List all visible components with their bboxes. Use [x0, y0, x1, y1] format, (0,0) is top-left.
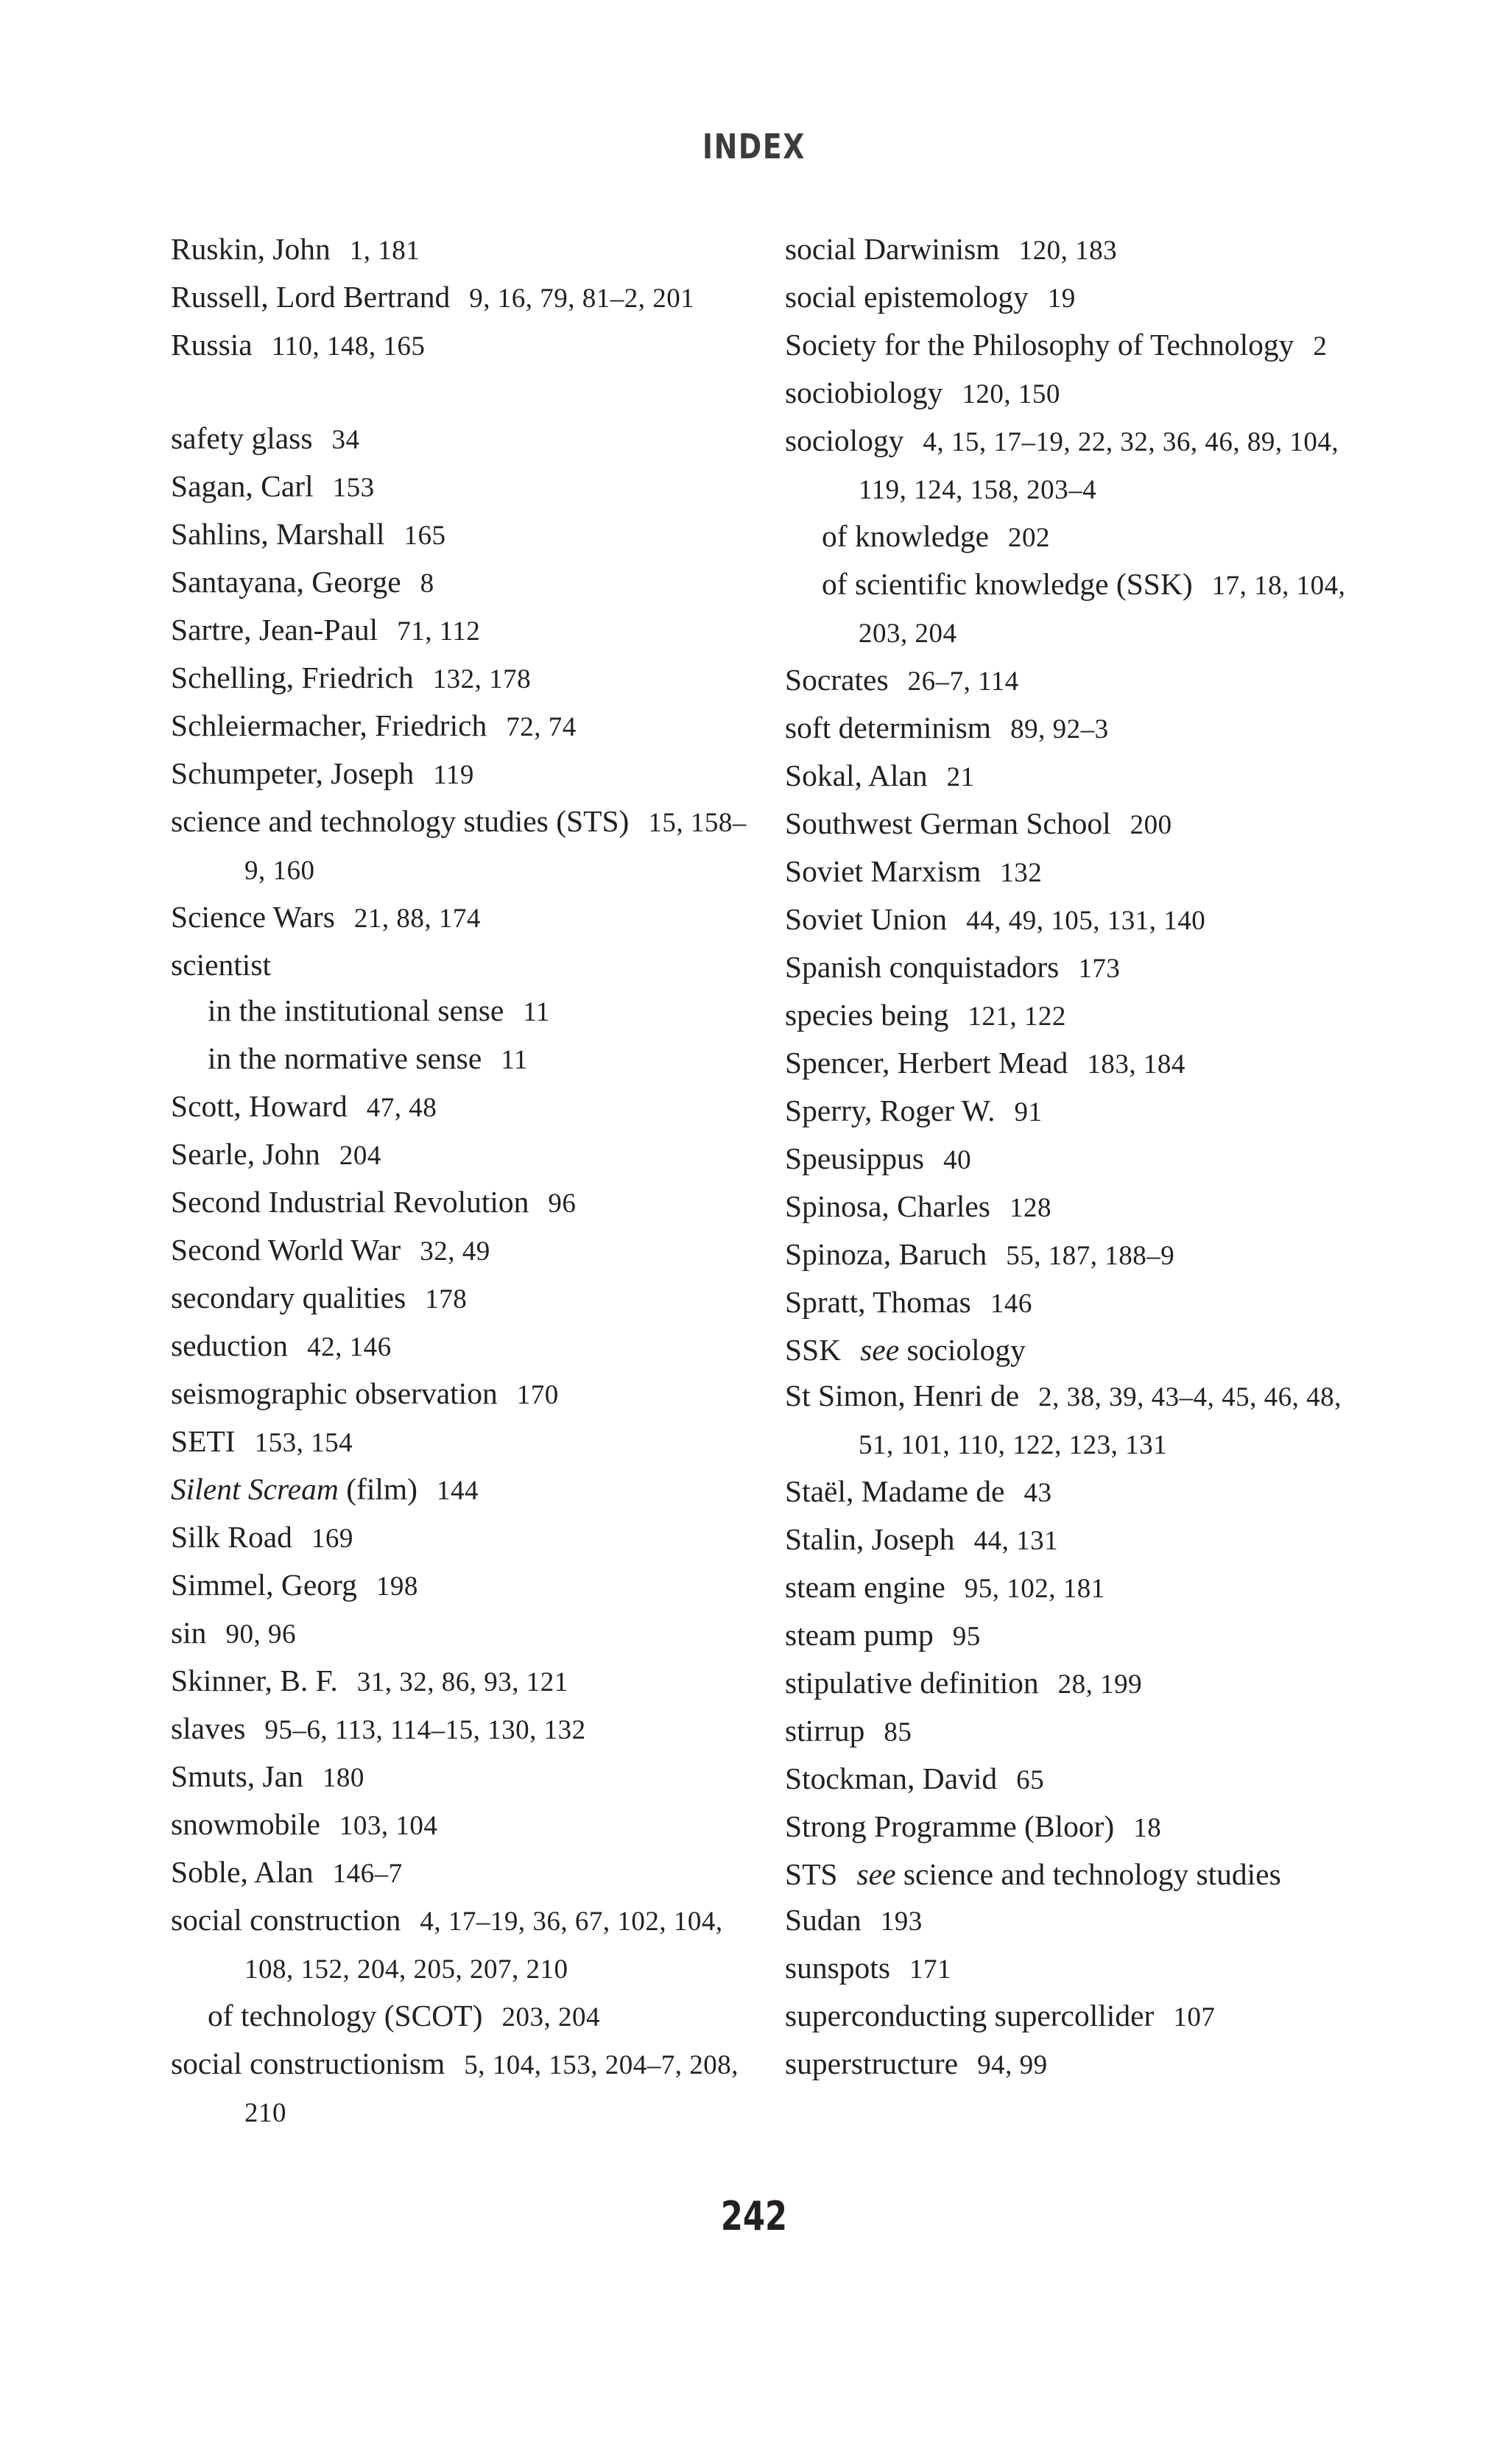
index-term: Stalin, Joseph	[785, 1522, 955, 1556]
index-term: secondary qualities	[171, 1281, 406, 1314]
index-page-refs: 65	[1016, 1765, 1045, 1795]
index-entry	[171, 1418, 753, 1466]
index-term: sunspots	[785, 1951, 890, 1985]
index-term: Soviet Marxism	[785, 854, 982, 888]
index-term: Searle, John	[171, 1137, 320, 1171]
index-page-refs: 202	[1008, 523, 1051, 553]
index-entry	[171, 1658, 753, 1706]
index-entry	[171, 1706, 753, 1753]
index-entry	[171, 894, 753, 942]
index-entry	[785, 1993, 1367, 2041]
index-term: Spinosa, Charles	[785, 1189, 990, 1223]
index-term: Second World War	[171, 1233, 401, 1267]
index-page-refs: 193	[880, 1907, 923, 1937]
index-term: steam engine	[785, 1570, 945, 1604]
index-term: Sartre, Jean-Paul	[171, 613, 378, 647]
index-page-refs: 44, 131	[973, 1526, 1059, 1556]
index-page-refs: 15, 158–9, 160	[244, 808, 747, 886]
page-number: 242	[720, 2193, 788, 2239]
index-term: safety glass	[171, 421, 313, 455]
index-page-refs: 170	[516, 1380, 559, 1410]
index-page-refs: 71, 112	[397, 616, 481, 647]
index-entry	[785, 1897, 1367, 1945]
index-term: St Simon, Henri de	[785, 1379, 1020, 1412]
index-page-refs: 200	[1130, 810, 1172, 840]
see-reference-target: sociology	[906, 1333, 1026, 1367]
index-term: Strong Programme (Bloor)	[785, 1809, 1115, 1843]
index-page-refs: 89, 92–3	[1010, 714, 1109, 745]
index-entry	[785, 657, 1367, 705]
index-term: stirrup	[785, 1714, 865, 1747]
index-page-refs: 8	[420, 569, 434, 599]
index-term: Russia	[171, 328, 253, 362]
index-subentry	[785, 561, 1367, 657]
index-term: superstructure	[785, 2046, 959, 2080]
index-page-refs: 128	[1009, 1193, 1051, 1223]
index-page-refs: 173	[1078, 954, 1121, 984]
index-page-refs: 2	[1313, 331, 1328, 362]
index-term-suffix: (film)	[338, 1472, 417, 1506]
index-page-refs: 1, 181	[349, 236, 420, 266]
index-subentry	[171, 1993, 753, 2041]
index-entry	[785, 848, 1367, 896]
index-page-refs: 19	[1047, 284, 1076, 314]
index-term: soft determinism	[785, 711, 992, 745]
index-term: snowmobile	[171, 1807, 320, 1841]
index-page-refs: 42, 146	[307, 1332, 392, 1362]
index-term: social construction	[171, 1903, 401, 1937]
index-term: social constructionism	[171, 2046, 445, 2080]
index-page-refs: 120, 183	[1018, 236, 1118, 266]
index-page-refs: 4, 17–19, 36, 67, 102, 104, 108, 152, 204, 205, 207, 210	[244, 1907, 723, 1985]
index-page-refs: 95, 102, 181	[964, 1574, 1105, 1604]
see-reference-target: science and technology studies	[903, 1857, 1281, 1891]
index-entry	[785, 1660, 1367, 1708]
index-entry	[171, 1227, 753, 1275]
index-entry	[785, 1564, 1367, 1612]
index-term: Spanish conquistadors	[785, 950, 1060, 984]
index-page-refs: 153, 154	[254, 1428, 353, 1458]
index-entry	[785, 1468, 1367, 1516]
index-page-refs: 2, 38, 39, 43–4, 45, 46, 48, 51, 101, 110, 122, 123, 131	[859, 1382, 1342, 1460]
index-entry	[785, 370, 1367, 418]
index-term: stipulative definition	[785, 1666, 1039, 1700]
index-page-refs: 17, 18, 104, 203, 204	[859, 571, 1346, 649]
index-term: in the institutional sense	[208, 993, 504, 1027]
index-entry	[171, 1466, 753, 1514]
index-term: Socrates	[785, 663, 889, 697]
index-page-refs: 119	[433, 760, 474, 790]
index-page-refs: 5, 104, 153, 204–7, 208, 210	[244, 2050, 739, 2128]
index-entry	[785, 896, 1367, 944]
index-entry	[171, 226, 753, 274]
index-term: Smuts, Jan	[171, 1759, 303, 1793]
index-term: SETI	[171, 1424, 236, 1458]
index-term: Staël, Madame de	[785, 1474, 1005, 1508]
index-subentry	[171, 988, 753, 1035]
index-column-right	[785, 226, 1367, 2088]
index-term: STS	[785, 1857, 838, 1891]
index-subentry	[785, 513, 1367, 561]
index-page-refs: 178	[425, 1284, 468, 1314]
index-entry	[171, 1323, 753, 1370]
index-page-refs: 96	[548, 1189, 577, 1219]
index-page-refs: 120, 150	[962, 379, 1060, 409]
index-entry	[785, 1803, 1367, 1851]
index-page-refs: 11	[501, 1045, 528, 1075]
index-page-refs: 103, 104	[339, 1811, 438, 1841]
index-entry	[785, 1612, 1367, 1660]
index-term: Ruskin, John	[171, 232, 331, 266]
index-page-refs: 171	[909, 1954, 951, 1985]
index-page-refs: 18	[1133, 1813, 1162, 1843]
index-term: Spencer, Herbert Mead	[785, 1046, 1068, 1080]
index-entry	[171, 798, 753, 894]
index-term: Sperry, Roger W.	[785, 1094, 996, 1127]
index-entry	[171, 703, 753, 750]
index-page-refs: 110, 148, 165	[271, 331, 426, 362]
index-page-refs: 91	[1014, 1097, 1043, 1127]
index-page-refs: 198	[376, 1571, 418, 1602]
index-entry	[785, 1231, 1367, 1279]
index-page-refs: 121, 122	[968, 1002, 1066, 1032]
index-term: Sudan	[785, 1903, 862, 1937]
index-entry	[785, 1088, 1367, 1136]
index-term: SSK	[785, 1333, 842, 1367]
index-entry	[171, 942, 753, 988]
index-entry	[171, 1275, 753, 1323]
index-entry	[785, 1183, 1367, 1231]
see-reference-label: see	[856, 1857, 896, 1891]
index-page-refs: 47, 48	[366, 1093, 437, 1123]
running-head: INDEX	[702, 127, 806, 166]
index-term: seismographic observation	[171, 1376, 498, 1410]
index-entry	[785, 274, 1367, 322]
index-entry	[171, 322, 753, 370]
index-entry	[785, 2041, 1367, 2088]
index-term: Simmel, Georg	[171, 1568, 357, 1602]
index-entry	[171, 607, 753, 655]
index-entry	[171, 415, 753, 463]
index-term: social Darwinism	[785, 232, 1000, 266]
index-term: Spratt, Thomas	[785, 1285, 971, 1319]
index-term: Soviet Union	[785, 902, 948, 936]
index-page-refs: 85	[884, 1717, 912, 1747]
index-entry	[171, 1897, 753, 1993]
index-term: sociology	[785, 423, 904, 457]
index-page-refs: 203, 204	[501, 2002, 600, 2032]
index-term: Sahlins, Marshall	[171, 517, 385, 551]
index-term: Russell, Lord Bertrand	[171, 280, 451, 314]
index-term: Soble, Alan	[171, 1855, 314, 1889]
index-entry	[785, 1708, 1367, 1756]
index-page-refs: 90, 96	[225, 1619, 296, 1650]
index-entry	[171, 1801, 753, 1849]
index-term: in the normative sense	[208, 1041, 482, 1075]
index-page-refs: 95	[952, 1622, 981, 1652]
index-term: Silk Road	[171, 1520, 292, 1554]
index-page-refs: 153	[332, 473, 375, 503]
index-term: steam pump	[785, 1618, 934, 1652]
index-page-refs: 183, 184	[1087, 1049, 1185, 1080]
index-term: sin	[171, 1616, 207, 1650]
index-entry	[171, 655, 753, 703]
index-page-refs: 165	[404, 521, 446, 551]
index-entry	[171, 2041, 753, 2136]
index-page-refs: 31, 32, 86, 93, 121	[356, 1667, 568, 1697]
index-term: science and technology studies (STS)	[171, 804, 630, 838]
index-term: slaves	[171, 1711, 246, 1745]
index-term: of scientific knowledge (SSK)	[822, 567, 1193, 601]
index-term: seduction	[171, 1328, 289, 1362]
index-term: Schelling, Friedrich	[171, 661, 414, 694]
index-page-refs: 180	[322, 1763, 364, 1793]
index-entry	[171, 1562, 753, 1610]
index-entry	[785, 800, 1367, 848]
index-entry	[785, 705, 1367, 753]
index-page-refs: 40	[943, 1145, 972, 1175]
index-term: Stockman, David	[785, 1761, 998, 1795]
index-term: Second Industrial Revolution	[171, 1185, 529, 1219]
index-page-refs: 107	[1173, 2002, 1216, 2032]
index-page-refs: 44, 49, 105, 131, 140	[966, 906, 1206, 936]
index-page-refs: 43	[1023, 1478, 1052, 1508]
index-subentry	[171, 1035, 753, 1083]
index-page-refs: 94, 99	[977, 2050, 1048, 2080]
index-page-refs: 32, 49	[420, 1236, 490, 1267]
index-entry	[785, 1851, 1367, 1897]
index-entry	[785, 1327, 1367, 1373]
index-term: Skinner, B. F.	[171, 1664, 338, 1697]
index-term: Southwest German School	[785, 806, 1111, 840]
index-entry	[785, 753, 1367, 800]
index-page-refs: 21	[946, 762, 975, 792]
index-entry	[171, 1610, 753, 1658]
index-entry	[785, 322, 1367, 370]
index-term: scientist	[171, 948, 272, 982]
index-page-refs: 55, 187, 188–9	[1006, 1241, 1175, 1271]
index-page-refs: 204	[339, 1141, 381, 1171]
index-term: Sokal, Alan	[785, 758, 928, 792]
index-term: Speusippus	[785, 1141, 925, 1175]
index-entry	[785, 1516, 1367, 1564]
index-term: species being	[785, 998, 949, 1032]
index-page-refs: 28, 199	[1057, 1669, 1143, 1700]
index-page-refs: 26–7, 114	[907, 666, 1019, 697]
index-term: Santayana, George	[171, 565, 401, 599]
index-term: Schleiermacher, Friedrich	[171, 708, 487, 742]
index-term: Sagan, Carl	[171, 469, 314, 503]
index-column-left	[171, 226, 753, 2136]
index-entry	[785, 226, 1367, 274]
index-entry	[785, 1279, 1367, 1327]
index-page-refs: 21, 88, 174	[353, 904, 481, 934]
index-term: Society for the Philosophy of Technology	[785, 328, 1294, 362]
index-term: of knowledge	[822, 519, 990, 553]
index-page-refs: 132	[1000, 858, 1043, 888]
index-term: Spinoza, Baruch	[785, 1237, 987, 1271]
see-reference-label: see	[860, 1333, 900, 1367]
index-page-refs: 146–7	[332, 1859, 403, 1889]
index-entry	[171, 1370, 753, 1418]
index-term: sociobiology	[785, 376, 943, 409]
index-entry	[785, 418, 1367, 513]
index-entry	[785, 1945, 1367, 1993]
index-page-refs: 11	[523, 997, 550, 1027]
index-entry	[785, 992, 1367, 1040]
index-entry	[785, 944, 1367, 992]
index-term: of technology (SCOT)	[208, 1999, 483, 2032]
index-page-refs: 34	[331, 425, 360, 455]
index-term: Silent Scream	[171, 1472, 339, 1506]
index-page-refs: 144	[437, 1476, 479, 1506]
index-page-refs: 9, 16, 79, 81–2, 201	[469, 284, 695, 314]
index-page-refs: 169	[311, 1524, 353, 1554]
index-page-refs: 132, 178	[432, 664, 532, 694]
index-entry	[785, 1040, 1367, 1088]
index-page-refs: 146	[990, 1289, 1032, 1319]
index-entry	[171, 274, 753, 322]
index-term: Schumpeter, Joseph	[171, 756, 415, 790]
index-page-refs: 72, 74	[506, 712, 577, 742]
index-term: social epistemology	[785, 280, 1029, 314]
index-term: Scott, Howard	[171, 1089, 348, 1123]
index-entry	[171, 511, 753, 559]
index-entry	[171, 1179, 753, 1227]
index-entry	[171, 750, 753, 798]
index-term: superconducting supercollider	[785, 1999, 1155, 2032]
index-entry	[785, 1756, 1367, 1803]
index-entry	[171, 1083, 753, 1131]
index-entry	[171, 559, 753, 607]
index-entry	[171, 1849, 753, 1897]
index-entry	[171, 1514, 753, 1562]
index-term: Science Wars	[171, 900, 335, 934]
index-entry	[171, 1753, 753, 1801]
index-page-refs: 4, 15, 17–19, 22, 32, 36, 46, 89, 104, 119, 124, 158, 203–4	[859, 427, 1339, 505]
index-page-refs: 95–6, 113, 114–15, 130, 132	[264, 1715, 586, 1745]
index-entry	[171, 463, 753, 511]
index-entry	[171, 1131, 753, 1179]
index-entry	[785, 1136, 1367, 1183]
index-entry	[785, 1373, 1367, 1468]
